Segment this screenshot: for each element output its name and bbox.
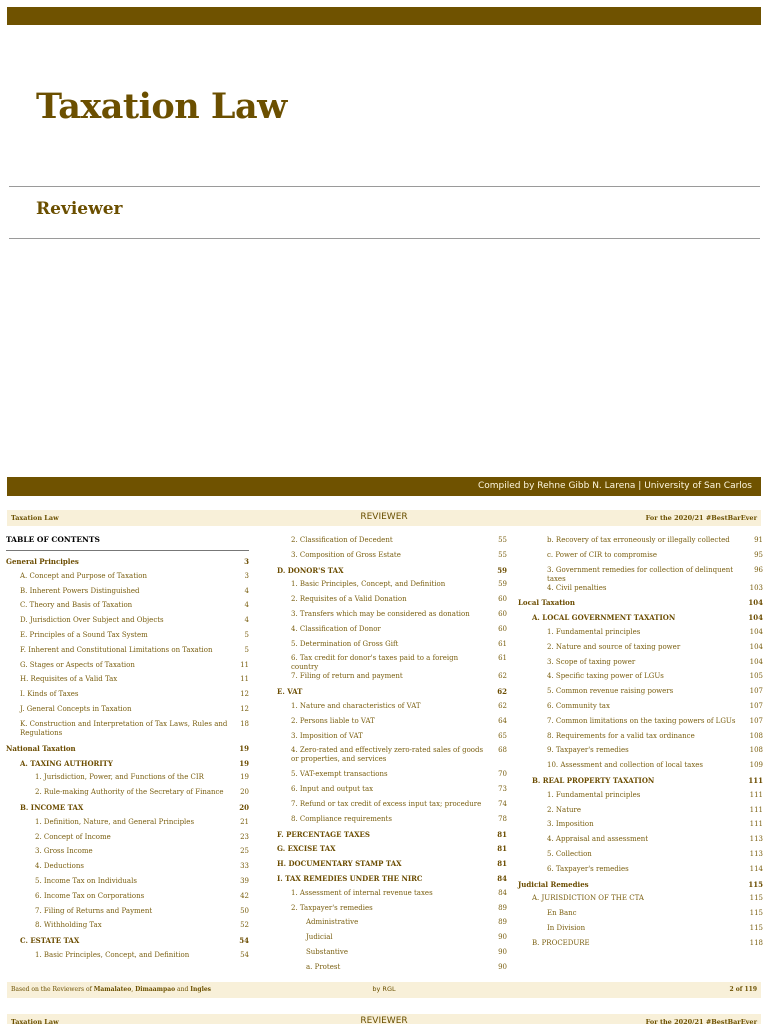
toc-entry-title: H. DOCUMENTARY STAMP TAX xyxy=(277,859,402,869)
toc-entry[interactable] xyxy=(277,551,507,566)
toc-entry-page: 104 xyxy=(749,657,763,666)
toc-entry-page: 107 xyxy=(749,716,763,725)
toc-entry[interactable] xyxy=(518,894,763,909)
toc-entry[interactable] xyxy=(518,566,763,584)
toc-entry[interactable] xyxy=(518,702,763,717)
toc-entry-title: 4. Appraisal and assessment xyxy=(547,835,649,844)
toc-entry-title: 2. Nature xyxy=(547,805,582,814)
toc-entry-title: F. PERCENTAGE TAXES xyxy=(277,829,370,839)
toc-entry-title: 2. Nature and source of taxing power xyxy=(547,642,681,651)
toc-entry-title: 9. Taxpayer's remedies xyxy=(547,746,629,755)
toc-entry-page: 19 xyxy=(240,773,249,782)
page-number: 2 of 119 xyxy=(729,986,757,993)
toc-entry-title: General Principles xyxy=(6,557,79,566)
document-subtitle: Reviewer xyxy=(36,199,123,219)
toc-entry-title: 5. Income Tax on Individuals xyxy=(35,876,137,885)
toc-entry-title: 3. Imposition xyxy=(547,820,594,829)
toc-entry[interactable] xyxy=(277,654,507,672)
toc-entry-title: H. Requisites of a Valid Tax xyxy=(20,675,118,684)
toc-entry[interactable] xyxy=(518,687,763,702)
toc-entry-title: G. Stages or Aspects of Taxation xyxy=(20,660,135,669)
toc-entry[interactable] xyxy=(277,702,507,717)
toc-entry-page: 74 xyxy=(498,799,507,808)
toc-entry[interactable] xyxy=(277,595,507,610)
toc-entry[interactable] xyxy=(518,850,763,865)
toc-entry[interactable] xyxy=(518,924,763,939)
header-center: REVIEWER xyxy=(360,512,408,522)
toc-entry-page: 5 xyxy=(244,645,249,654)
toc-entry-page: 81 xyxy=(497,859,507,869)
toc-entry-title: E. Principles of a Sound Tax System xyxy=(20,630,148,639)
toc-entry[interactable] xyxy=(518,820,763,835)
toc-entry-page: 73 xyxy=(498,785,507,794)
toc-entry[interactable] xyxy=(277,889,507,904)
toc-entry-title: a. Protest xyxy=(306,962,341,971)
toc-entry[interactable] xyxy=(277,610,507,625)
toc-entry[interactable] xyxy=(518,939,763,954)
toc-entry[interactable] xyxy=(277,566,507,581)
toc-entry-page: 108 xyxy=(749,731,763,740)
toc-entry[interactable] xyxy=(277,770,507,785)
toc-entry-page: 81 xyxy=(497,844,507,854)
toc-entry-title: B. REAL PROPERTY TAXATION xyxy=(532,775,655,785)
toc-entry-title: 1. Definition, Nature, and General Principles xyxy=(35,817,195,826)
toc-entry[interactable] xyxy=(277,785,507,800)
toc-entry-title: A. TAXING AUTHORITY xyxy=(20,758,113,768)
toc-heading: TABLE OF CONTENTS xyxy=(6,532,249,551)
toc-entry-title: 3. Scope of taxing power xyxy=(547,657,636,666)
toc-entry[interactable] xyxy=(277,746,507,770)
toc-entry-title: 4. Classification of Donor xyxy=(291,624,381,633)
toc-entry-title: 8. Withholding Tax xyxy=(35,921,102,930)
toc-entry-title: c. Power of CIR to compromise xyxy=(547,550,658,559)
toc-entry[interactable] xyxy=(518,536,763,551)
toc-entry-page: 59 xyxy=(497,565,507,575)
toc-entry[interactable] xyxy=(6,616,249,631)
toc-entry-page: 62 xyxy=(498,701,507,710)
toc-entry[interactable] xyxy=(6,601,249,616)
compiled-by-bar: Compiled by Rehne Gibb N. Larena | University of San Carlos xyxy=(7,477,761,496)
toc-entry-page: 23 xyxy=(240,832,249,841)
toc-entry-page: 90 xyxy=(498,933,507,942)
toc-entry-page: 68 xyxy=(498,746,507,755)
toc-entry-title: Judicial Remedies xyxy=(518,879,589,889)
page-header xyxy=(7,510,761,526)
toc-entry-page: 60 xyxy=(498,624,507,633)
toc-entry[interactable] xyxy=(518,598,763,613)
toc-entry-title: 5. Collection xyxy=(547,849,592,858)
toc-entry[interactable] xyxy=(6,744,249,759)
toc-entry-page: 115 xyxy=(749,909,763,918)
header-left: Taxation Law xyxy=(11,1018,59,1024)
header-center: REVIEWER xyxy=(360,1016,408,1024)
toc-entry-page: 78 xyxy=(498,814,507,823)
toc-entry-page: 113 xyxy=(749,849,763,858)
toc-entry[interactable] xyxy=(6,921,249,936)
divider xyxy=(9,186,760,187)
toc-entry-page: 3 xyxy=(244,557,249,566)
toc-entry-page: 103 xyxy=(749,583,763,592)
toc-entry-page: 55 xyxy=(498,550,507,559)
toc-entry[interactable] xyxy=(6,646,249,661)
toc-entry[interactable] xyxy=(518,791,763,806)
toc-entry[interactable] xyxy=(277,672,507,687)
toc-entry-title: b. Recovery of tax erroneously or illegally collected xyxy=(547,536,730,544)
toc-entry-title: B. INCOME TAX xyxy=(20,802,84,812)
toc-entry[interactable] xyxy=(277,933,507,948)
divider xyxy=(9,238,760,239)
toc-entry-title: 3. Transfers which may be considered as donation xyxy=(291,609,470,618)
toc-entry-title: Judicial xyxy=(306,933,333,942)
toc-entry-page: 84 xyxy=(498,888,507,897)
toc-entry[interactable] xyxy=(277,580,507,595)
toc-entry-page: 60 xyxy=(498,609,507,618)
toc-entry-title: 7. Filing of return and payment xyxy=(291,672,403,681)
toc-entry-title: A. JURISDICTION OF THE CTA xyxy=(532,894,644,903)
toc-entry[interactable] xyxy=(277,640,507,655)
toc-entry-page: 104 xyxy=(748,598,763,608)
toc-entry-page: 95 xyxy=(754,550,763,559)
toc-entry-title: J. General Concepts in Taxation xyxy=(20,704,132,713)
toc-entry[interactable] xyxy=(6,803,249,818)
toc-entry-title: I. TAX REMEDIES UNDER THE NIRC xyxy=(277,873,423,883)
toc-entry-title: 7. Refund or tax credit of excess input tax; procedure xyxy=(291,799,482,808)
toc-entry[interactable] xyxy=(518,628,763,643)
toc-column-1 xyxy=(6,532,249,966)
footer-author: by RGL xyxy=(372,985,396,993)
toc-entry-page: 59 xyxy=(498,580,507,589)
toc-entry-page: 109 xyxy=(749,761,763,770)
toc-entry-page: 12 xyxy=(240,704,249,713)
toc-entry-page: 108 xyxy=(749,746,763,755)
toc-entry-page: 25 xyxy=(240,847,249,856)
toc-entry-page: 104 xyxy=(748,613,763,623)
toc-entry-page: 89 xyxy=(498,918,507,927)
toc-entry-title: D. DONOR'S TAX xyxy=(277,565,344,575)
toc-entry[interactable] xyxy=(277,844,507,859)
toc-entry-page: 61 xyxy=(498,639,507,648)
toc-column-3 xyxy=(518,536,763,954)
toc-entry-page: 115 xyxy=(749,923,763,932)
toc-entry-page: 55 xyxy=(498,536,507,544)
toc-entry[interactable] xyxy=(518,880,763,895)
toc-entry[interactable] xyxy=(6,847,249,862)
toc-entry-page: 19 xyxy=(239,743,249,753)
toc-entry-title: A. LOCAL GOVERNMENT TAXATION xyxy=(532,613,676,623)
document-title: Taxation Law xyxy=(36,86,287,127)
toc-entry[interactable] xyxy=(518,909,763,924)
toc-entry-title: A. Concept and Purpose of Taxation xyxy=(20,571,147,580)
toc-entry-title: 3. Imposition of VAT xyxy=(291,731,363,740)
toc-entry-page: 18 xyxy=(240,719,249,728)
toc-entry[interactable] xyxy=(277,800,507,815)
toc-entry-title: 4. Specific taxing power of LGUs xyxy=(547,672,664,681)
toc-entry-title: 6. Income Tax on Corporations xyxy=(35,891,145,900)
toc-entry-page: 107 xyxy=(749,701,763,710)
toc-entry[interactable] xyxy=(6,557,249,572)
toc-entry[interactable] xyxy=(6,862,249,877)
toc-entry-page: 111 xyxy=(749,820,763,829)
toc-entry[interactable] xyxy=(518,776,763,791)
toc-entry-title: B. Inherent Powers Distinguished xyxy=(20,586,140,595)
toc-entry[interactable] xyxy=(277,687,507,702)
toc-column-2 xyxy=(277,536,507,978)
toc-entry[interactable] xyxy=(518,584,763,599)
toc-entry-page: 62 xyxy=(498,672,507,681)
toc-entry-title: 2. Requisites of a Valid Donation xyxy=(291,595,407,604)
toc-entry-title: 2. Concept of Income xyxy=(35,832,111,841)
toc-entry[interactable] xyxy=(518,672,763,687)
toc-entry-title: 3. Gross Income xyxy=(35,847,93,856)
toc-entry-title: 1. Basic Principles, Concept, and Definition xyxy=(291,580,446,589)
toc-entry-page: 11 xyxy=(240,675,249,684)
toc-entry-page: 11 xyxy=(240,660,249,669)
toc-entry[interactable] xyxy=(6,720,249,744)
toc-entry-page: 20 xyxy=(239,802,249,812)
toc-entry[interactable] xyxy=(277,963,507,978)
toc-entry[interactable] xyxy=(6,759,249,774)
toc-entry[interactable] xyxy=(6,877,249,892)
toc-entry[interactable] xyxy=(518,746,763,761)
toc-entry-page: 105 xyxy=(749,672,763,681)
toc-entry[interactable] xyxy=(6,631,249,646)
toc-entry-page: 62 xyxy=(497,687,507,697)
toc-entry[interactable] xyxy=(6,705,249,720)
toc-entry-page: 90 xyxy=(498,947,507,956)
toc-entry-title: 5. VAT-exempt transactions xyxy=(291,770,388,779)
toc-entry-page: 54 xyxy=(240,950,249,959)
toc-entry-title: En Banc xyxy=(547,909,577,918)
toc-entry[interactable] xyxy=(277,732,507,747)
toc-entry-title: F. Inherent and Constitutional Limitations on Taxation xyxy=(20,645,213,654)
toc-entry-page: 33 xyxy=(240,862,249,871)
toc-entry-title: Administrative xyxy=(306,918,359,927)
toc-entry-page: 113 xyxy=(749,835,763,844)
toc-entry-title: E. VAT xyxy=(277,687,303,697)
toc-entry[interactable] xyxy=(518,732,763,747)
toc-entry-page: 64 xyxy=(498,716,507,725)
toc-entry-title: Substantive xyxy=(306,947,349,956)
toc-entry[interactable] xyxy=(6,587,249,602)
toc-entry-title: 6. Input and output tax xyxy=(291,785,374,794)
toc-entry[interactable] xyxy=(277,918,507,933)
toc-entry[interactable] xyxy=(277,830,507,845)
toc-entry[interactable] xyxy=(6,907,249,922)
toc-entry[interactable] xyxy=(518,643,763,658)
toc-entry-page: 42 xyxy=(240,891,249,900)
toc-entry-page: 118 xyxy=(749,938,763,947)
header-left: Taxation Law xyxy=(11,514,59,522)
toc-entry-page: 4 xyxy=(244,601,249,610)
toc-entry[interactable] xyxy=(277,625,507,640)
toc-entry-page: 115 xyxy=(748,879,763,889)
top-banner-bar xyxy=(7,7,761,25)
toc-entry[interactable] xyxy=(6,892,249,907)
toc-entry[interactable] xyxy=(518,551,763,566)
toc-entry-page: 61 xyxy=(498,654,507,663)
toc-entry[interactable] xyxy=(277,815,507,830)
toc-entry[interactable] xyxy=(277,874,507,889)
toc-entry-page: 111 xyxy=(748,775,763,785)
toc-entry[interactable] xyxy=(6,572,249,587)
toc-entry-page: 111 xyxy=(749,805,763,814)
toc-entry-title: National Taxation xyxy=(6,743,76,753)
toc-entry[interactable] xyxy=(277,536,507,551)
toc-entry[interactable] xyxy=(6,833,249,848)
toc-entry-title: 1. Fundamental principles xyxy=(547,790,641,799)
toc-entry-title: 7. Common limitations on the taxing powers of LGUs xyxy=(547,716,736,725)
toc-entry-title: 2. Taxpayer's remedies xyxy=(291,903,373,912)
toc-entry-title: 8. Compliance requirements xyxy=(291,814,392,823)
toc-entry-title: 7. Filing of Returns and Payment xyxy=(35,906,153,915)
toc-entry-title: G. EXCISE TAX xyxy=(277,844,336,854)
toc-entry-page: 60 xyxy=(498,595,507,604)
toc-entry[interactable] xyxy=(6,936,249,951)
toc-entry-page: 107 xyxy=(749,687,763,696)
toc-entry-page: 89 xyxy=(498,903,507,912)
toc-entry-title: 6. Community tax xyxy=(547,701,610,710)
toc-entry[interactable] xyxy=(6,788,249,803)
toc-entry[interactable] xyxy=(518,806,763,821)
toc-entry[interactable] xyxy=(6,951,249,966)
toc-entry[interactable] xyxy=(6,690,249,705)
page-footer xyxy=(7,982,761,998)
toc-entry[interactable] xyxy=(277,859,507,874)
toc-entry-title: In Division xyxy=(547,923,586,932)
toc-entry-page: 5 xyxy=(244,630,249,639)
header-right: For the 2020/21 #BestBarEver xyxy=(645,1018,757,1024)
toc-entry-title: 1. Fundamental principles xyxy=(547,627,641,636)
toc-entry-title: 4. Zero-rated and effectively zero-rated sales of goods or properties, and services xyxy=(291,746,484,764)
toc-entry-page: 54 xyxy=(239,936,249,946)
toc-entry-title: 4. Civil penalties xyxy=(547,583,607,592)
toc-entry-page: 20 xyxy=(240,788,249,797)
toc-entry-page: 115 xyxy=(749,894,763,903)
toc-entry[interactable] xyxy=(277,948,507,963)
toc-entry-page: 50 xyxy=(240,906,249,915)
toc-entry-page: 12 xyxy=(240,690,249,699)
toc-entry-page: 3 xyxy=(244,571,249,580)
toc-entry[interactable] xyxy=(6,661,249,676)
toc-entry-page: 90 xyxy=(498,962,507,971)
toc-entry-page: 21 xyxy=(240,817,249,826)
toc-entry[interactable] xyxy=(277,717,507,732)
toc-entry-title: K. Construction and Interpretation of Tax Laws, Rules and Regulations xyxy=(20,719,228,737)
toc-entry-title: 3. Government remedies for collection of delinquent taxes xyxy=(547,565,734,583)
toc-entry-title: 6. Taxpayer's remedies xyxy=(547,864,629,873)
next-page-header xyxy=(7,1014,761,1024)
toc-entry-page: 65 xyxy=(498,731,507,740)
toc-entry-page: 52 xyxy=(240,921,249,930)
toc-entry-title: 10. Assessment and collection of local taxes xyxy=(547,761,704,770)
toc-entry-title: 5. Determination of Gross Gift xyxy=(291,639,399,648)
toc-entry[interactable] xyxy=(6,818,249,833)
toc-entry-page: 91 xyxy=(754,536,763,544)
toc-entry-title: 6. Tax credit for donor's taxes paid to a foreign country xyxy=(291,654,459,672)
toc-entry-title: 1. Nature and characteristics of VAT xyxy=(291,701,421,710)
toc-entry-title: 1. Basic Principles, Concept, and Definition xyxy=(35,950,190,959)
toc-entry[interactable] xyxy=(6,773,249,788)
header-right: For the 2020/21 #BestBarEver xyxy=(645,514,757,522)
toc-entry-title: 2. Classification of Decedent xyxy=(291,536,393,544)
toc-entry-title: 2. Rule-making Authority of the Secretary of Finance xyxy=(35,788,224,797)
toc-entry[interactable] xyxy=(518,717,763,732)
toc-entry-title: C. ESTATE TAX xyxy=(20,936,80,946)
toc-entry-page: 81 xyxy=(497,829,507,839)
toc-entry-page: 39 xyxy=(240,876,249,885)
toc-entry-page: 104 xyxy=(749,627,763,636)
toc-entry-page: 70 xyxy=(498,770,507,779)
toc-entry-page: 4 xyxy=(244,616,249,625)
footer-credits: Based on the Reviewers of Mamalateo, Dimaampao and Ingles xyxy=(11,986,212,993)
toc-entry-page: 111 xyxy=(749,790,763,799)
toc-entry-page: 104 xyxy=(749,642,763,651)
toc-entry[interactable] xyxy=(518,865,763,880)
toc-entry[interactable] xyxy=(277,904,507,919)
toc-entry[interactable] xyxy=(518,761,763,776)
toc-entry-title: 5. Common revenue raising powers xyxy=(547,687,674,696)
toc-entry[interactable] xyxy=(518,613,763,628)
toc-entry-page: 114 xyxy=(749,864,763,873)
toc-entry-title: 2. Persons liable to VAT xyxy=(291,716,375,725)
toc-entry-title: D. Jurisdiction Over Subject and Objects xyxy=(20,616,164,625)
toc-entry-page: 4 xyxy=(244,586,249,595)
toc-entry[interactable] xyxy=(518,835,763,850)
toc-entry-title: 8. Requirements for a valid tax ordinance xyxy=(547,731,695,740)
toc-entry-title: 4. Deductions xyxy=(35,862,84,871)
toc-entry-title: C. Theory and Basis of Taxation xyxy=(20,601,133,610)
toc-entry-title: 1. Assessment of internal revenue taxes xyxy=(291,888,433,897)
toc-entry-title: I. Kinds of Taxes xyxy=(20,690,79,699)
toc-entry[interactable] xyxy=(518,658,763,673)
toc-entry-page: 96 xyxy=(754,565,763,574)
toc-entry-title: 1. Jurisdiction, Power, and Functions of the CIR xyxy=(35,773,204,782)
toc-entry-title: Local Taxation xyxy=(518,598,575,608)
toc-entry-page: 19 xyxy=(239,758,249,768)
toc-entry[interactable] xyxy=(6,675,249,690)
toc-entry-page: 84 xyxy=(497,873,507,883)
toc-entry-title: B. PROCEDURE xyxy=(532,938,590,947)
toc-entry-title: 3. Composition of Gross Estate xyxy=(291,550,401,559)
